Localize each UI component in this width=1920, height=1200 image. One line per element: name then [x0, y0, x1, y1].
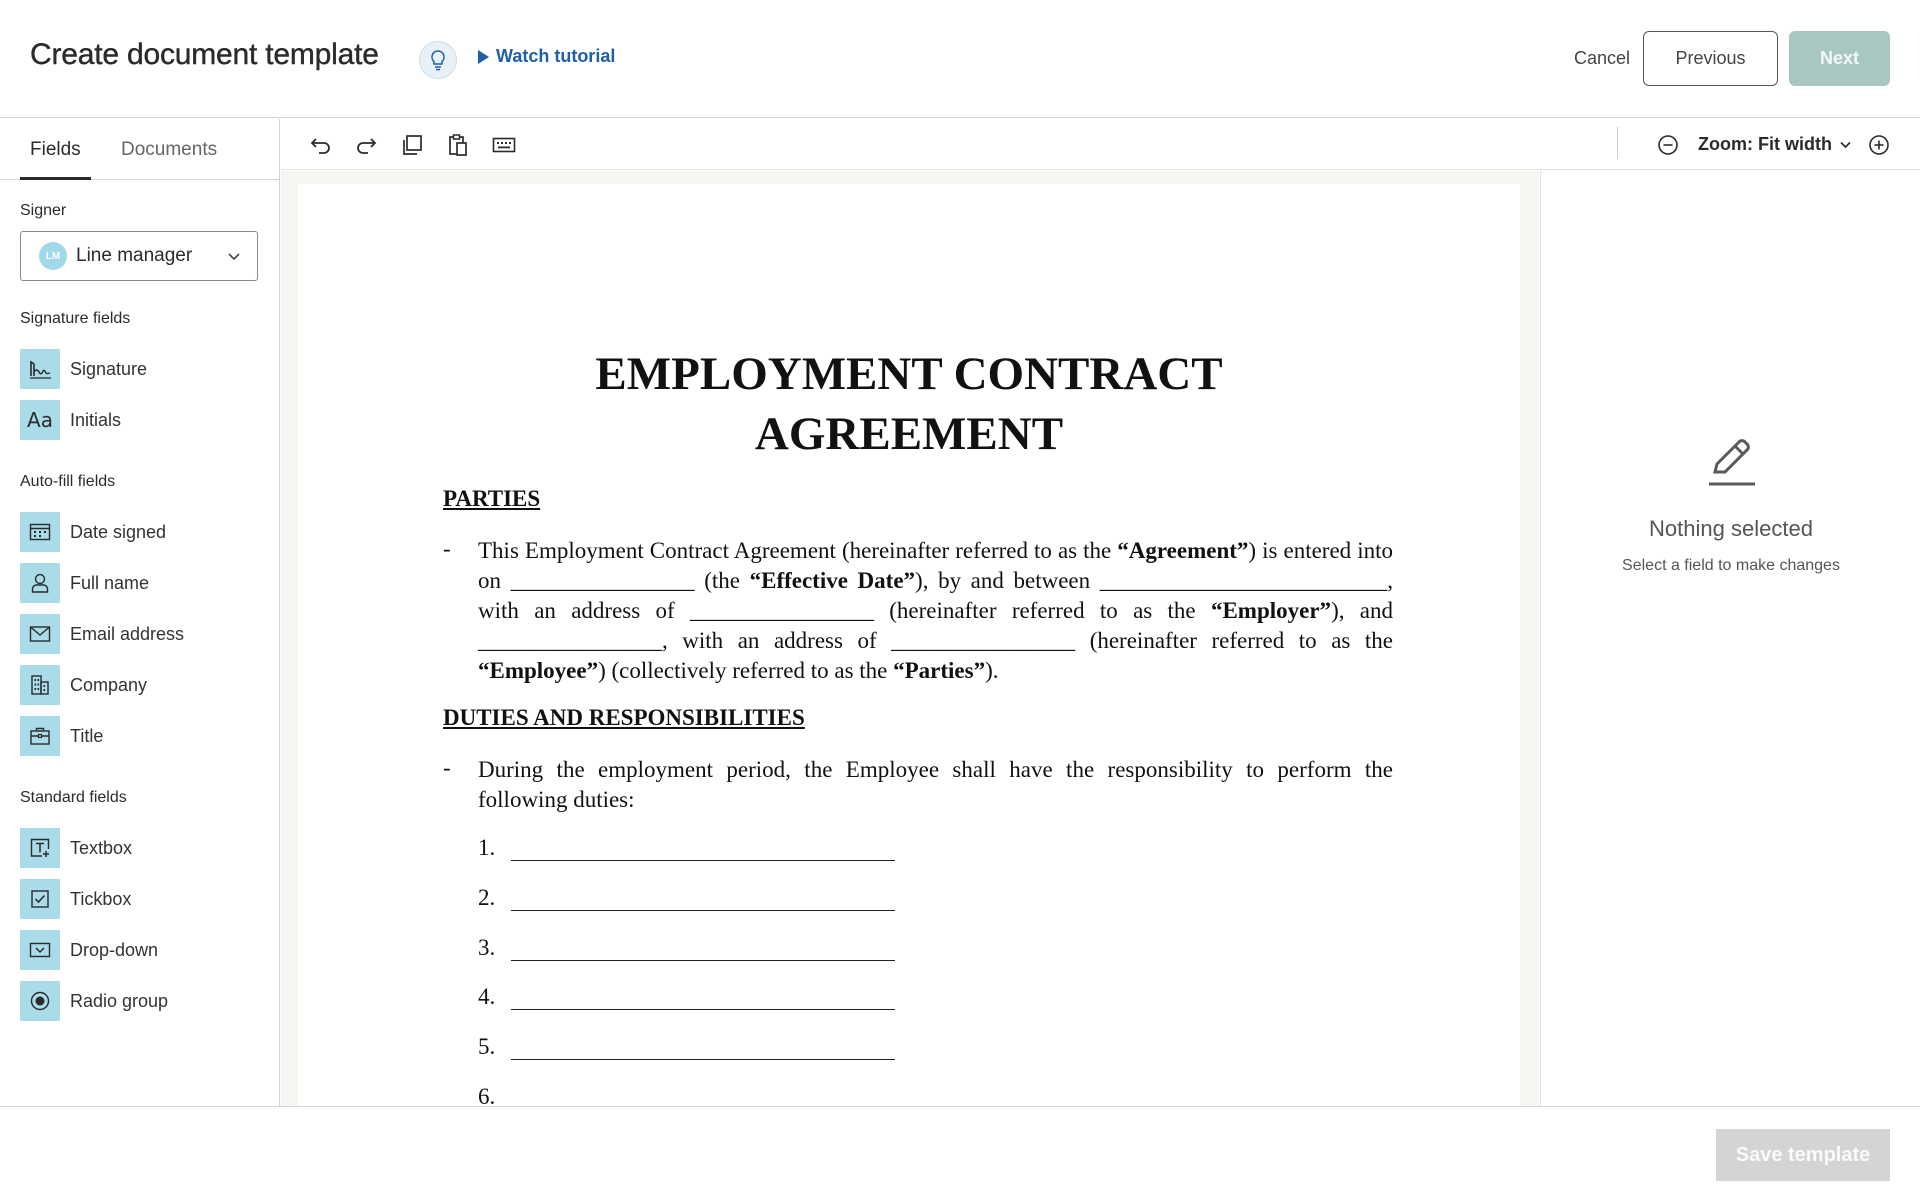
- field-date-signed[interactable]: [20, 512, 166, 552]
- empty-state-title: Nothing selected: [1649, 516, 1813, 541]
- document-page[interactable]: [298, 184, 1520, 1106]
- section-label-signature-fields: Signature fields: [20, 310, 131, 327]
- document-title: [298, 344, 1520, 464]
- properties-panel: [1540, 171, 1920, 1106]
- fields-sidebar: [0, 119, 280, 1106]
- textbox-icon: [20, 828, 60, 868]
- envelope-icon: [20, 614, 60, 654]
- play-icon: [478, 50, 489, 64]
- save-template-button[interactable]: Save template: [1716, 1129, 1890, 1181]
- field-label: Company: [70, 674, 148, 695]
- footer: [0, 1106, 1920, 1200]
- field-label: Date signed: [70, 521, 167, 542]
- paste-icon[interactable]: [444, 131, 472, 159]
- field-drop-down[interactable]: [20, 930, 158, 970]
- parties-paragraph: This Employment Contract Agreement (hereinafter referred to as the “Agreement”) is entered into on ________________ (the “Effective Date”), by and between _________________________, with an address of ________________ (hereinafter referred to as the “Employer”), and ________________, with an address of ________________ (hereinafter referred to as the “Employee”) (collectively referred to as the “Parties”).: [478, 538, 1394, 683]
- list-item: 2.: [478, 885, 895, 911]
- field-signature[interactable]: [20, 349, 147, 389]
- previous-button[interactable]: Previous: [1643, 31, 1778, 86]
- field-initials[interactable]: [20, 400, 121, 440]
- bullet-dash: -: [443, 755, 451, 780]
- signer-name: Line manager: [76, 245, 193, 266]
- checkbox-icon: [20, 879, 60, 919]
- watch-tutorial-link[interactable]: [478, 46, 615, 67]
- page-title: Create document template: [30, 38, 379, 71]
- avatar: LM: [39, 242, 67, 270]
- section-label-standard-fields: Standard fields: [20, 789, 127, 806]
- cancel-button[interactable]: Cancel: [1574, 48, 1631, 68]
- redo-icon[interactable]: [352, 131, 380, 159]
- lightbulb-icon[interactable]: [419, 41, 457, 79]
- field-label: Full name: [70, 572, 150, 593]
- list-item: 3.: [478, 935, 895, 961]
- field-title[interactable]: [20, 716, 103, 756]
- tab-documents[interactable]: Documents: [121, 139, 218, 160]
- keyboard-icon[interactable]: [490, 131, 518, 159]
- empty-state-subtitle: Select a field to make changes: [1622, 557, 1840, 574]
- document-title-line-1: EMPLOYMENT CONTRACT: [595, 348, 1223, 400]
- toolbar-divider: [1617, 127, 1618, 159]
- document-title-line-2: AGREEMENT: [754, 408, 1064, 460]
- tab-fields[interactable]: Fields: [30, 139, 81, 160]
- active-tab-indicator: [20, 177, 91, 180]
- field-label: Signature: [70, 358, 148, 379]
- list-item: 4.: [478, 984, 895, 1010]
- field-email-address[interactable]: [20, 614, 184, 654]
- heading-parties: PARTIES: [443, 486, 541, 511]
- field-full-name[interactable]: [20, 563, 149, 603]
- list-item: 5.: [478, 1034, 895, 1060]
- list-item: 1.: [478, 835, 895, 861]
- field-radio-group[interactable]: [20, 981, 168, 1021]
- pencil-icon: [1707, 436, 1757, 488]
- initials-icon: Aa: [20, 400, 60, 440]
- calendar-icon: [20, 512, 60, 552]
- field-company[interactable]: [20, 665, 147, 705]
- editor-toolbar: [281, 119, 1920, 170]
- building-icon: [20, 665, 60, 705]
- signature-icon: [20, 349, 60, 389]
- zoom-label: Zoom: Fit width: [1698, 134, 1832, 154]
- field-label: Email address: [70, 623, 185, 644]
- section-label-auto-fill-fields: Auto-fill fields: [20, 473, 116, 490]
- field-label: Drop-down: [70, 939, 159, 960]
- bullet-dash: -: [443, 536, 451, 561]
- chevron-down-icon: [227, 249, 241, 263]
- signer-dropdown[interactable]: [20, 231, 258, 281]
- list-item: 6.: [478, 1084, 496, 1106]
- copy-icon[interactable]: [398, 131, 426, 159]
- zoom-out-icon[interactable]: [1654, 131, 1682, 159]
- heading-duties: DUTIES AND RESPONSIBILITIES: [443, 705, 805, 730]
- field-label: Tickbox: [70, 888, 132, 909]
- watch-tutorial-label: Watch tutorial: [496, 46, 616, 66]
- field-tickbox[interactable]: [20, 879, 131, 919]
- sidebar-tabs: [0, 119, 279, 180]
- header: [0, 0, 1920, 118]
- chevron-down-icon: [1839, 138, 1852, 151]
- briefcase-icon: [20, 716, 60, 756]
- radio-icon: [20, 981, 60, 1021]
- next-button[interactable]: Next: [1789, 31, 1890, 86]
- zoom-in-icon[interactable]: [1865, 131, 1893, 159]
- dropdown-icon: [20, 930, 60, 970]
- field-label: Title: [70, 725, 104, 746]
- field-label: Textbox: [70, 837, 133, 858]
- duties-paragraph: During the employment period, the Employee shall have the responsibility to perform the following duties:: [478, 757, 1393, 812]
- signer-label: Signer: [20, 202, 67, 219]
- field-label: Radio group: [70, 990, 169, 1011]
- field-label: Initials: [70, 409, 122, 430]
- person-icon: [20, 563, 60, 603]
- zoom-select[interactable]: [1698, 134, 1852, 155]
- field-textbox[interactable]: [20, 828, 132, 868]
- document-canvas[interactable]: [281, 171, 1539, 1106]
- undo-icon[interactable]: [307, 131, 335, 159]
